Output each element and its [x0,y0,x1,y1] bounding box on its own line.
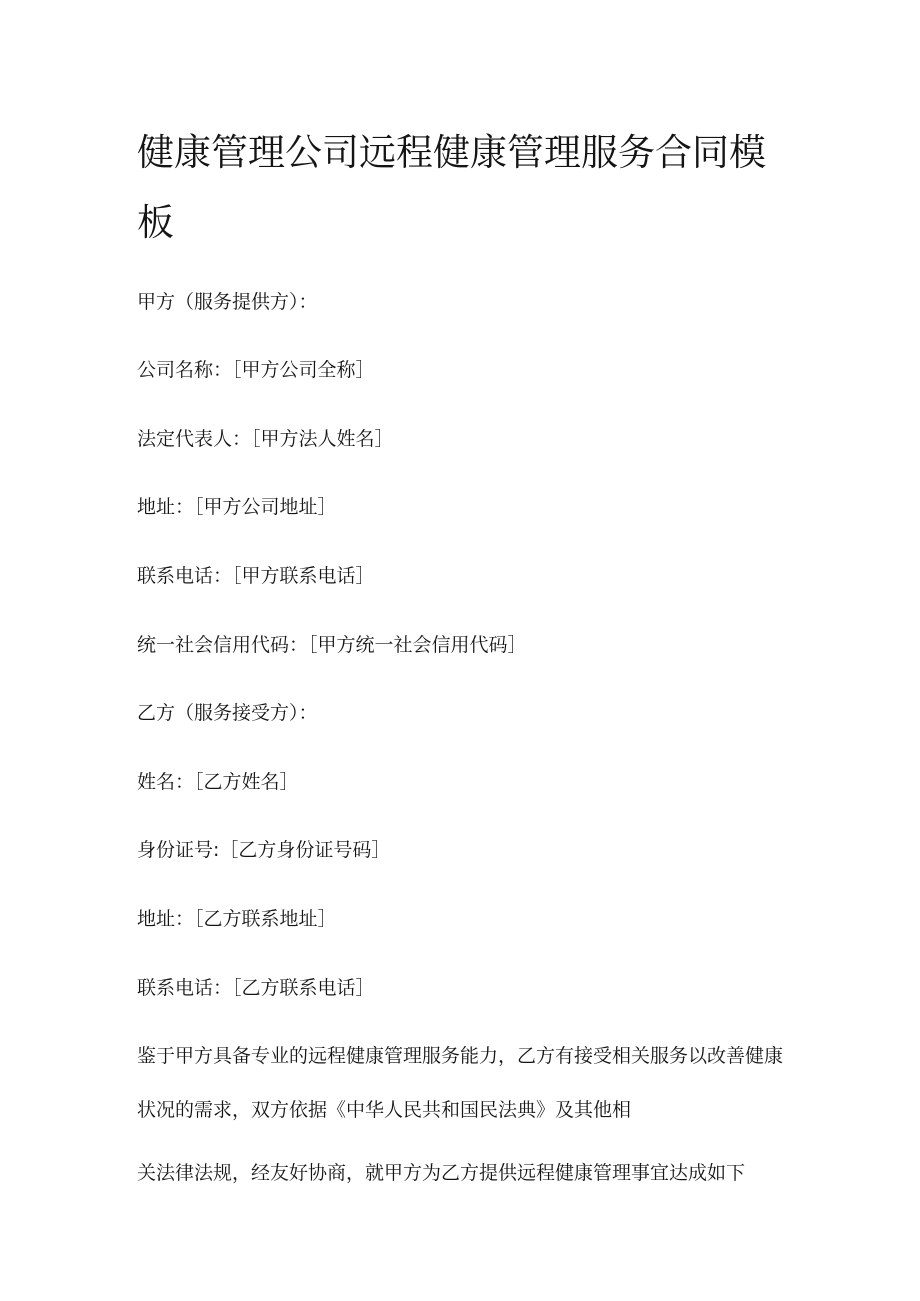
party-b-name: 姓名：［乙方姓名］ [137,771,299,793]
party-a-address: 地址：［甲方公司地址］ [137,496,337,518]
party-a-company-name: 公司名称：［甲方公司全称］ [137,359,375,381]
party-a-legal-representative: 法定代表人：［甲方法人姓名］ [137,428,394,450]
preamble-continued: 关法律法规，经友好协商，就甲方为乙方提供远程健康管理事宜达成如下 [137,1162,746,1184]
party-a-phone: 联系电话：［甲方联系电话］ [137,565,375,587]
document-title: 健康管理公司远程健康管理服务合同模板 [137,131,766,244]
party-b-address: 地址：［乙方联系地址］ [137,908,337,930]
party-b-heading: 乙方（服务接受方）： [137,702,318,724]
preamble-paragraph: 鉴于甲方具备专业的远程健康管理服务能力，乙方有接受相关服务以改善健康状况的需求，双方依据《中华人民共和国民法典》及其他相 [137,1045,784,1121]
party-a-credit-code: 统一社会信用代码：［甲方统一社会信用代码］ [137,634,527,656]
party-b-id-number: 身份证号:［乙方身份证号码］ [137,839,391,861]
party-b-phone: 联系电话：［乙方联系电话］ [137,977,375,999]
party-a-heading: 甲方（服务提供方）： [137,291,318,313]
